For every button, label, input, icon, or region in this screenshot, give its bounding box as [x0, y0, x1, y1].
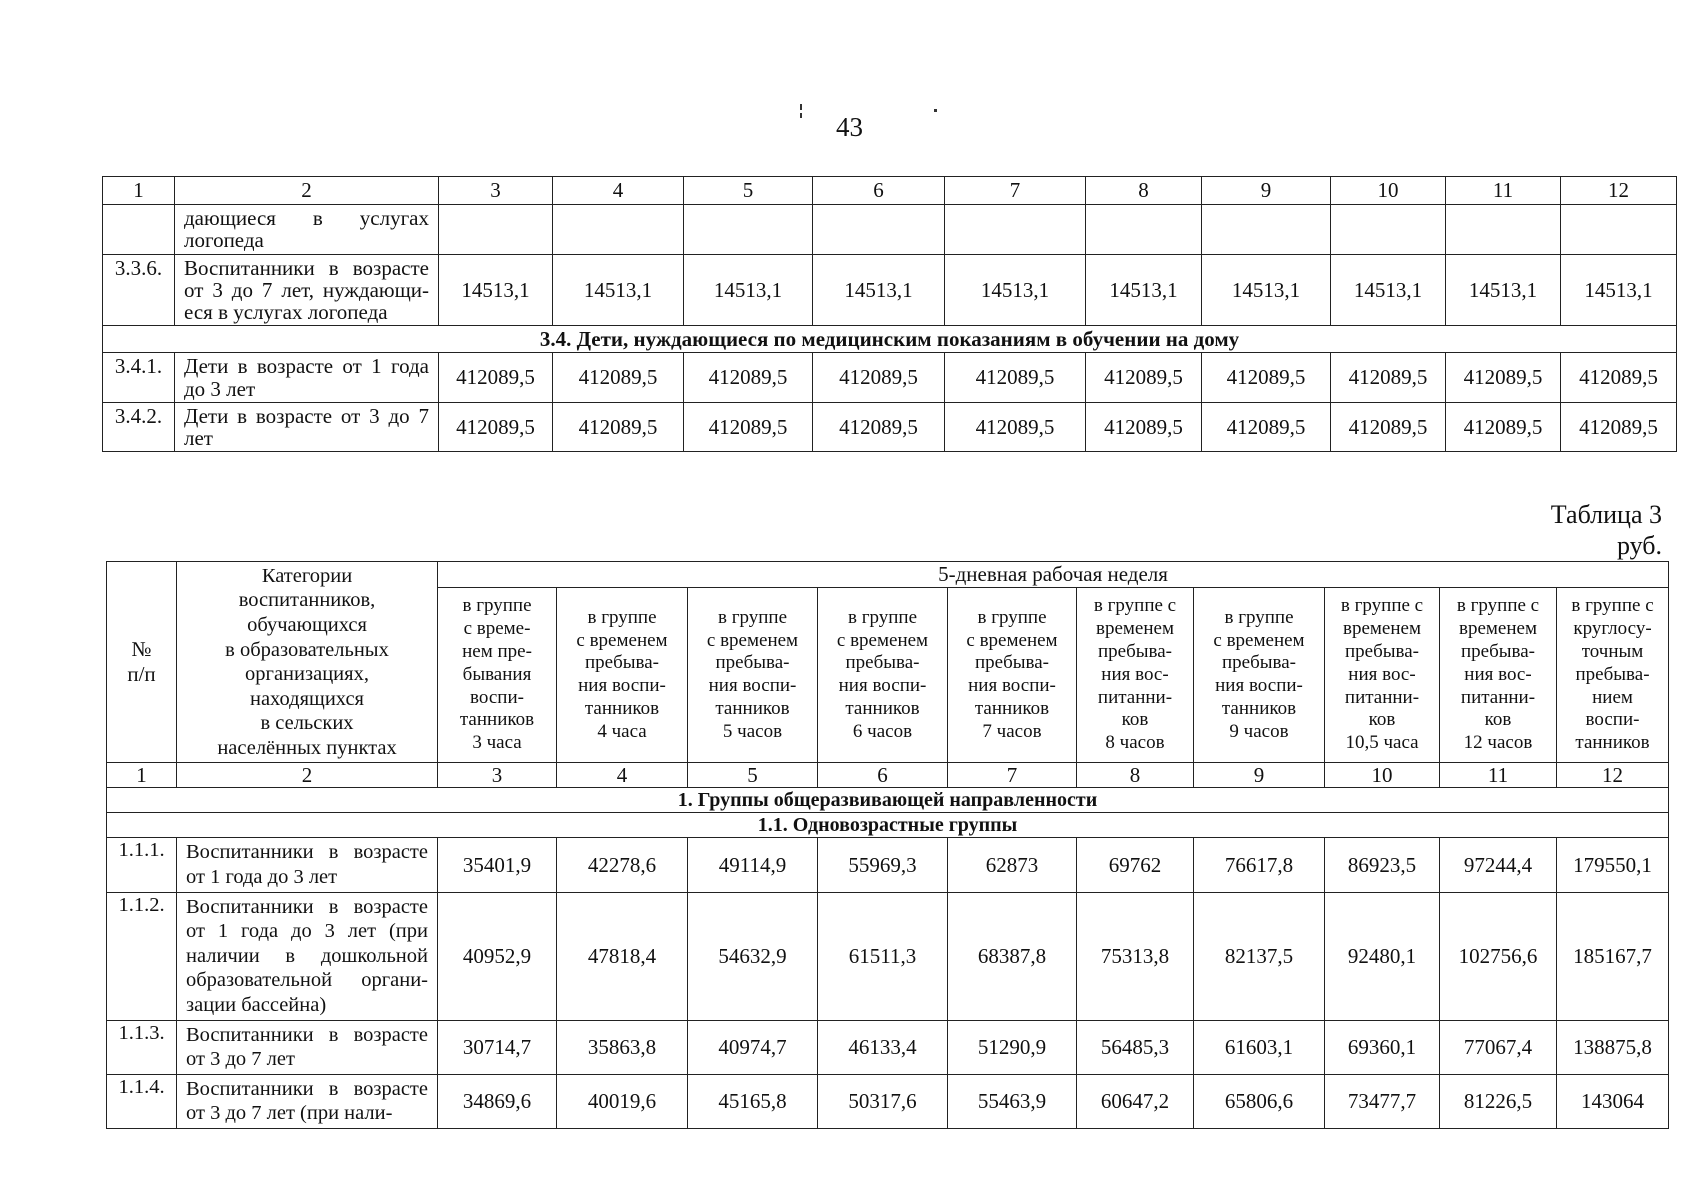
- table-row: [107, 838, 1669, 892]
- value-cell: 179550,1: [1557, 838, 1669, 892]
- value-cell: 412089,5: [684, 353, 813, 403]
- value-cell: 412089,5: [813, 402, 945, 452]
- row-category: дающиеся в услугах логопеда: [175, 205, 439, 255]
- table-row: [103, 353, 1677, 403]
- header-num: № п/п: [107, 562, 177, 763]
- value-cell: 45165,8: [688, 1074, 818, 1128]
- value-cell: [1202, 205, 1331, 255]
- value-cell: 412089,5: [1331, 402, 1446, 452]
- value-cell: 61603,1: [1194, 1020, 1325, 1074]
- column-number: 2: [175, 177, 439, 205]
- value-cell: 412089,5: [1086, 353, 1202, 403]
- row-number: 3.4.1.: [103, 353, 175, 403]
- value-cell: 69360,1: [1325, 1020, 1440, 1074]
- value-cell: [684, 205, 813, 255]
- value-cell: 14513,1: [1331, 254, 1446, 326]
- column-number: 8: [1077, 763, 1194, 788]
- value-cell: 75313,8: [1077, 892, 1194, 1020]
- column-number: 5: [688, 763, 818, 788]
- subheader-cell: в группе с временем пребыва- ния вос- питанни- ков 10,5 часа: [1325, 588, 1440, 763]
- table-row: [107, 1074, 1669, 1128]
- column-number: 9: [1194, 763, 1325, 788]
- subheader-cell: в группе с временем пребыва- ния вос- питанни- ков 8 часов: [1077, 588, 1194, 763]
- row-category: Дети в возрасте от 1 года до 3 лет: [175, 353, 439, 403]
- subheader-cell: в группе с временем пребыва- ния воспи- танников 5 часов: [688, 588, 818, 763]
- value-cell: 69762: [1077, 838, 1194, 892]
- value-cell: 77067,4: [1440, 1020, 1557, 1074]
- row-category: Дети в возрасте от 3 до 7 лет: [175, 402, 439, 452]
- subheader-cell: в группе с временем пребыва- ния воспи- танников 7 часов: [948, 588, 1077, 763]
- column-number: 8: [1086, 177, 1202, 205]
- row-number: 1.1.3.: [107, 1020, 177, 1074]
- value-cell: 412089,5: [1331, 353, 1446, 403]
- value-cell: 412089,5: [945, 353, 1086, 403]
- value-cell: 412089,5: [1086, 402, 1202, 452]
- header-category: Категории воспитанников, обучающихся в образовательных организациях, находящихся в сельских населённых пунктах: [177, 562, 438, 763]
- value-cell: 412089,5: [684, 402, 813, 452]
- section-row: [107, 813, 1669, 838]
- row-number: 3.4.2.: [103, 402, 175, 452]
- scan-speck: [800, 104, 802, 110]
- subheader-cell: в группе с временем пребыва- ния воспи- танников 9 часов: [1194, 588, 1325, 763]
- value-cell: 49114,9: [688, 838, 818, 892]
- value-cell: 412089,5: [439, 402, 553, 452]
- value-cell: 412089,5: [1446, 402, 1561, 452]
- column-number: 7: [945, 177, 1086, 205]
- value-cell: 14513,1: [945, 254, 1086, 326]
- column-number: 7: [948, 763, 1077, 788]
- column-number: 12: [1557, 763, 1669, 788]
- row-number: 3.3.6.: [103, 254, 175, 326]
- row-category: Воспитанники в возрасте от 3 до 7 лет: [177, 1020, 438, 1074]
- table-row: [107, 892, 1669, 1020]
- column-number: 1: [103, 177, 175, 205]
- subheader-cell: в группе с временем пребыва- ния воспи- танников 4 часа: [557, 588, 688, 763]
- value-cell: 54632,9: [688, 892, 818, 1020]
- column-number: 5: [684, 177, 813, 205]
- column-number: 10: [1331, 177, 1446, 205]
- value-cell: 60647,2: [1077, 1074, 1194, 1128]
- column-number: 11: [1440, 763, 1557, 788]
- header-row: [107, 562, 1669, 588]
- value-cell: 50317,6: [818, 1074, 948, 1128]
- table-row: [103, 402, 1677, 452]
- value-cell: 82137,5: [1194, 892, 1325, 1020]
- value-cell: [1086, 205, 1202, 255]
- value-cell: [945, 205, 1086, 255]
- row-number: 1.1.4.: [107, 1074, 177, 1128]
- value-cell: 412089,5: [439, 353, 553, 403]
- value-cell: 412089,5: [813, 353, 945, 403]
- row-number: [103, 205, 175, 255]
- subheader-cell: в группе с временем пребыва- ния вос- питанни- ков 12 часов: [1440, 588, 1557, 763]
- subheader-cell: в группе с круглосу- точным пребыва- нием воспи- танников: [1557, 588, 1669, 763]
- value-cell: [1331, 205, 1446, 255]
- column-number: 6: [813, 177, 945, 205]
- row-category: Воспитанники в возрасте от 3 до 7 лет, нуждающи-еся в услугах логопеда: [175, 254, 439, 326]
- value-cell: 143064: [1557, 1074, 1669, 1128]
- row-number: 1.1.1.: [107, 838, 177, 892]
- value-cell: 73477,7: [1325, 1074, 1440, 1128]
- rate-table: [106, 561, 1669, 1129]
- section-title: 1.1. Одновозрастные группы: [107, 813, 1669, 838]
- column-number: 6: [818, 763, 948, 788]
- table-row: [103, 205, 1677, 255]
- value-cell: 40974,7: [688, 1020, 818, 1074]
- value-cell: 14513,1: [439, 254, 553, 326]
- row-category: Воспитанники в возрасте от 1 года до 3 лет (при наличии в дошкольной образовательной органи-зации бассейна): [177, 892, 438, 1020]
- value-cell: 412089,5: [1202, 353, 1331, 403]
- value-cell: [439, 205, 553, 255]
- value-cell: 412089,5: [553, 402, 684, 452]
- value-cell: 65806,6: [1194, 1074, 1325, 1128]
- value-cell: 55463,9: [948, 1074, 1077, 1128]
- value-cell: 81226,5: [1440, 1074, 1557, 1128]
- page-number: 43: [836, 112, 863, 142]
- section-row: [103, 326, 1677, 353]
- column-number-row: [107, 763, 1669, 788]
- value-cell: 47818,4: [557, 892, 688, 1020]
- value-cell: 92480,1: [1325, 892, 1440, 1020]
- table-row: [107, 1020, 1669, 1074]
- value-cell: 138875,8: [1557, 1020, 1669, 1074]
- value-cell: 35863,8: [557, 1020, 688, 1074]
- value-cell: 46133,4: [818, 1020, 948, 1074]
- value-cell: 62873: [948, 838, 1077, 892]
- value-cell: [1446, 205, 1561, 255]
- value-cell: 30714,7: [438, 1020, 557, 1074]
- value-cell: 14513,1: [553, 254, 684, 326]
- value-cell: 412089,5: [553, 353, 684, 403]
- value-cell: 412089,5: [1202, 402, 1331, 452]
- row-category: Воспитанники в возрасте от 3 до 7 лет (при нали-: [177, 1074, 438, 1128]
- subheader-cell: в группе с временем пребыва- ния воспи- танников 6 часов: [818, 588, 948, 763]
- value-cell: 40019,6: [557, 1074, 688, 1128]
- value-cell: 412089,5: [1561, 353, 1677, 403]
- value-cell: 34869,6: [438, 1074, 557, 1128]
- value-cell: 14513,1: [684, 254, 813, 326]
- value-cell: 412089,5: [1446, 353, 1561, 403]
- column-number: 9: [1202, 177, 1331, 205]
- value-cell: 14513,1: [1202, 254, 1331, 326]
- value-cell: 412089,5: [1561, 402, 1677, 452]
- column-number: 11: [1446, 177, 1561, 205]
- header-group: 5-дневная рабочая неделя: [438, 562, 1669, 588]
- value-cell: 51290,9: [948, 1020, 1077, 1074]
- subheader-cell: в группе с време- нем пре- бывания воспи- танников 3 часа: [438, 588, 557, 763]
- section-title: 1. Группы общеразвивающей направленности: [107, 788, 1669, 813]
- section-title: 3.4. Дети, нуждающиеся по медицинским показаниям в обучении на дому: [103, 326, 1677, 353]
- table-row: [103, 254, 1677, 326]
- unit-label: руб.: [1616, 531, 1662, 560]
- value-cell: [1561, 205, 1677, 255]
- column-number: 1: [107, 763, 177, 788]
- column-number: 4: [553, 177, 684, 205]
- column-number: 12: [1561, 177, 1677, 205]
- value-cell: 14513,1: [1086, 254, 1202, 326]
- column-number: 4: [557, 763, 688, 788]
- value-cell: 76617,8: [1194, 838, 1325, 892]
- value-cell: 14513,1: [1561, 254, 1677, 326]
- column-number: 10: [1325, 763, 1440, 788]
- section-row: [107, 788, 1669, 813]
- value-cell: 42278,6: [557, 838, 688, 892]
- value-cell: 56485,3: [1077, 1020, 1194, 1074]
- table-caption: Таблица 3: [1550, 500, 1662, 529]
- value-cell: 61511,3: [818, 892, 948, 1020]
- value-cell: [813, 205, 945, 255]
- row-number: 1.1.2.: [107, 892, 177, 1020]
- column-number-row: [103, 177, 1677, 205]
- value-cell: 185167,7: [1557, 892, 1669, 1020]
- value-cell: 86923,5: [1325, 838, 1440, 892]
- continued-table: [102, 176, 1677, 452]
- value-cell: 412089,5: [945, 402, 1086, 452]
- column-number: 3: [438, 763, 557, 788]
- value-cell: 14513,1: [1446, 254, 1561, 326]
- column-number: 3: [439, 177, 553, 205]
- row-category: Воспитанники в возрасте от 1 года до 3 лет: [177, 838, 438, 892]
- value-cell: 97244,4: [1440, 838, 1557, 892]
- value-cell: 40952,9: [438, 892, 557, 1020]
- value-cell: 14513,1: [813, 254, 945, 326]
- value-cell: 55969,3: [818, 838, 948, 892]
- value-cell: 102756,6: [1440, 892, 1557, 1020]
- value-cell: [553, 205, 684, 255]
- column-number: 2: [177, 763, 438, 788]
- value-cell: 68387,8: [948, 892, 1077, 1020]
- value-cell: 35401,9: [438, 838, 557, 892]
